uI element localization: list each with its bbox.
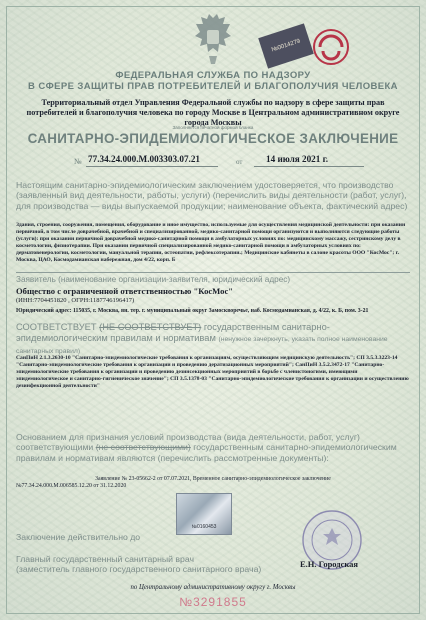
blank-form-label: Заполняется печатной формой бланка <box>172 125 254 130</box>
document-number-row <box>74 154 374 170</box>
applicant-company: Общество с ограниченной ответственностью "КосМос" <box>16 286 234 296</box>
basis-text-b: государственным санитарно-эпидемиологическим правилам и нормативам являются <box>16 442 397 463</box>
compliance-rest: государственным санитарно-эпидемиологическим правилам и нормативам <box>16 322 330 343</box>
applicant-inn: (ИНН:7704451820 , ОГРН:1187746196417) <box>16 297 135 304</box>
basis-strike: (не соответствующими) <box>95 442 191 453</box>
signer-title-line-1: Главный государственный санитарный врач <box>16 554 195 564</box>
basis-document-line-2: №77.34.24.000.М.006585.12.20 от 31.12.2020 <box>16 483 127 489</box>
date-underline <box>254 166 364 167</box>
document-title: САНИТАРНО-ЭПИДЕМИОЛОГИЧЕСКОЕ ЗАКЛЮЧЕНИЕ <box>27 131 399 146</box>
date-preposition: от <box>236 158 243 166</box>
control-stamp <box>258 23 314 68</box>
signer-name: Е.Н. Городская <box>300 559 358 569</box>
complies-word: СООТВЕТСТВУЕТ <box>16 322 97 332</box>
sanepid-logo-icon <box>312 28 350 66</box>
organization-title <box>20 70 406 92</box>
number-underline <box>86 166 218 167</box>
activity-description: Здания, строения, сооружения, помещения, оборудование и иное имущество, используемые для осуществления медицинской деятельности: при оказании первичной, в том числе доврачебной, врачебной и специализированной, медико-санитарной помощи организуются и выполняются следующие работы (услуги): при оказании первичной доврачебной медико-санитарной помощи в амбулаторных условиях по: медицинскому массажу, сестринскому делу в косметологии, физиотерапии. При оказании первичной специализированной медико-санитарной помощи в амбулаторных условиях по: дерматовенерологии, косметологии, мануальной терапии, остеопатии, рефлексотерапии.; Медицинские кабинеты в салоне красоты ООО "КосМос"; г. Москва, ЦАО, Космодамианская набережная, дом 4/22, корп. Б <box>16 222 406 263</box>
department-name: Территориальный отдел Управления Федеральной службы по надзору в сфере защиты прав потребителей и благополучия человека по городу Москве в Центральном административном округе города Москвы <box>26 98 400 127</box>
not-complies-word: (НЕ СООТВЕТСТВУЕТ) <box>99 322 202 332</box>
double-headed-eagle-emblem-icon <box>192 12 234 66</box>
divider-line <box>16 272 410 273</box>
applicant-address: Юридический адрес: 115035, г. Москва, вн. тер. г. муниципальный округ Замоскворечье, наб. Космодамианская, д. 4/22, к. Б, пом. 3-21 <box>16 308 369 314</box>
serial-number: №3291855 <box>179 595 247 609</box>
compliance-statement <box>16 322 410 357</box>
stamp-code: №0014279 <box>270 38 302 54</box>
jurisdiction-line: по Центральному административному округу г. Москвы <box>130 584 296 591</box>
basis-text-a: Основанием для признания условий производства (вида деятельности, работ, услуг) соответствующими <box>16 432 360 453</box>
applicant-label: Заявитель (наименование организации-заявителя, юридический адрес) <box>16 275 291 284</box>
basis-documents <box>16 476 410 490</box>
org-title-line-2: В СФЕРЕ ЗАЩИТЫ ПРАВ ПОТРЕБИТЕЛЕЙ И БЛАГОПОЛУЧИЯ ЧЕЛОВЕКА <box>28 81 398 92</box>
hologram-sticker <box>176 493 232 535</box>
signer-title-line-2: (заместитель главного государственного санитарного врача) <box>16 564 262 575</box>
signer-title <box>16 554 261 575</box>
hologram-code: №0160453 <box>191 524 217 530</box>
intro-paragraph: Настоящим санитарно-эпидемиологическим заключением удостоверяется, что производство (заявленный вид деятельности, работы, услуги) (перечислить виды деятельности (работ, услуг), для производства — виды выпускаемой продукции; наименование объекта, фактический адрес) <box>16 180 408 211</box>
basis-hint: (перечислить рассмотренные документы): <box>157 452 329 463</box>
basis-statement <box>16 432 410 463</box>
document-number: 77.34.24.000.М.003303.07.21 <box>88 154 201 164</box>
number-symbol: № <box>74 157 82 166</box>
org-title-line-1: ФЕДЕРАЛЬНАЯ СЛУЖБА ПО НАДЗОРУ <box>115 70 311 81</box>
document-date: 14 июля 2021 г. <box>266 154 329 164</box>
basis-document-line-1: Заявление № 23-05662-2 от 07.07.2021, Временное санитарно-эпидемиологическое заключение <box>95 476 331 482</box>
sanitary-norms-list: СанПиН 2.1.3.2630-10 "Санитарно-эпидемиологические требования к организациям, осуществляющим медицинскую деятельность"; СП 3.5.3.3223-14 "Санитарно-эпидемиологические требования к организации и проведению дератизационных мероприятий"; СанПиН 3.5.2.3472-17 "Санитарно-эпидемиологические требования к организации и проведению дезинсекционных мероприятий в борьбе с членистоногими, имеющими эпидемиологическое и санитарно-гигиеническое значение"; СП 3.5.1378-03 "Санитарно-эпидемиологические требования к организации и осуществлению дезинфекционной деятельности" <box>16 355 409 389</box>
compliance-hint: (ненужное зачеркнуть, указать полное наименование санитарных правил) <box>16 336 388 355</box>
validity-label: Заключение действительно до <box>16 532 141 542</box>
